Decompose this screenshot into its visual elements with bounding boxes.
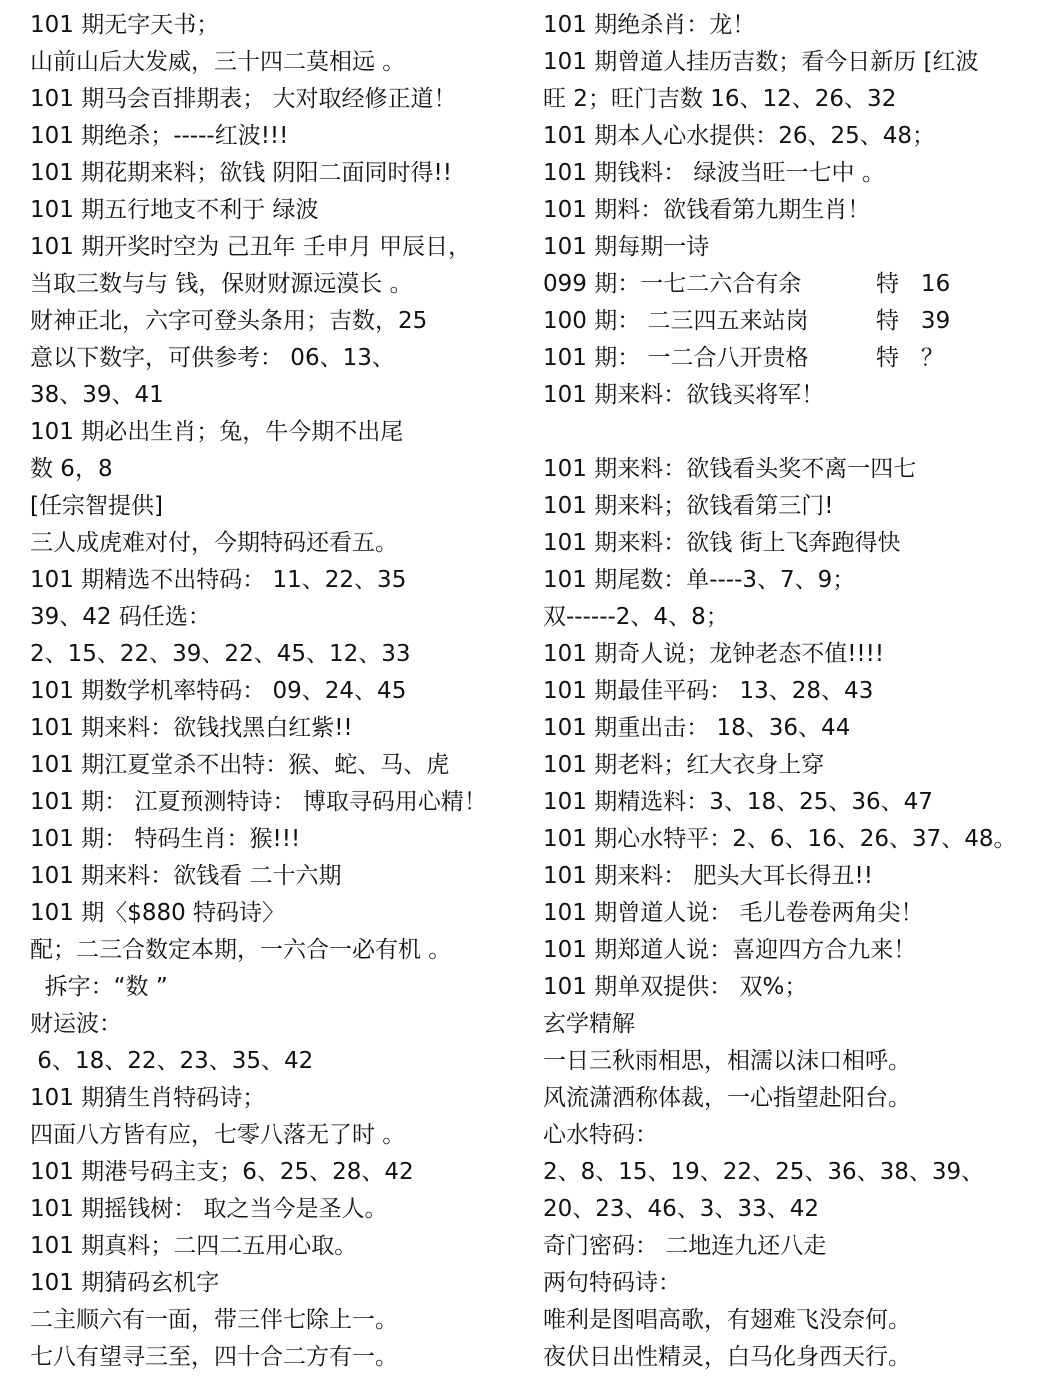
text-line: 财神正北，六字可登头条用；吉数，25 (30, 308, 428, 334)
text-line: 101 期本人心水提供：26、25、48； (543, 123, 936, 149)
text-line: 意以下数字，可供参考： 06、13、 (30, 345, 395, 371)
text-line: 101 期马会百排期表； 大对取经修正道！ (30, 86, 457, 112)
text-line: 二主顺六有一面，带三伴七除上一。 (30, 1307, 398, 1333)
text-line: 101 期郑道人说：喜迎四方合九来！ (543, 937, 917, 963)
text-line: 39、42 码任选： (30, 604, 211, 630)
text-line: 101 期猜码玄机字 (30, 1270, 220, 1296)
text-line: 玄学精解 (543, 1011, 635, 1037)
text-line: 101 期来料：欲钱看 二十六期 (30, 863, 342, 889)
text-line: 101 期尾数：单----3、7、9； (543, 567, 856, 593)
poem-row (543, 340, 1038, 377)
text-line: 2、8、15、19、22、25、36、38、39、 (543, 1159, 985, 1185)
text-line: 101 期奇人说；龙钟老态不值!!!! (543, 641, 885, 667)
text-line: 38、39、41 (30, 382, 164, 408)
right-column (543, 7, 1038, 1376)
poem-special-number: 特 ？ (876, 345, 944, 371)
text-line: 一日三秋雨相思，相濡以沫口相呼。 (543, 1048, 911, 1074)
text-line: 101 期绝杀肖：龙！ (543, 12, 756, 38)
poem-special-number: 特 16 (876, 271, 951, 297)
text-line: 101 期江夏堂杀不出特：猴、蛇、马、虎 (30, 752, 450, 778)
text-line: 奇门密码： 二地连九还八走 (543, 1233, 827, 1259)
text-line: 20、23、46、3、33、42 (543, 1196, 819, 1222)
text-line: 101 期〈$880 特码诗〉 (30, 900, 286, 926)
text-line: 101 期钱料： 绿波当旺一七中 。 (543, 160, 885, 186)
text-line: 双------2、4、8； (543, 604, 729, 630)
text-line: 101 期精选不出特码： 11、22、35 (30, 567, 407, 593)
text-line: 夜伏日出性精灵，白马化身西天行。 (543, 1344, 911, 1370)
text-line: 101 期摇钱树： 取之当今是圣人。 (30, 1196, 388, 1222)
text-line: 101 期来料： 肥头大耳长得丑!! (543, 863, 873, 889)
poem-text: 099 期：一七二六合有余 (543, 271, 802, 297)
text-line: 101 期五行地支不利于 绿波 (30, 197, 319, 223)
poem-text: 100 期： 二三四五来站岗 (543, 308, 809, 334)
poem-special-number: 特 39 (876, 308, 951, 334)
text-line: 两句特码诗： (543, 1270, 681, 1296)
text-line: 当取三数与与 钱，保财财源远漠长 。 (30, 271, 413, 297)
text-line: 101 期最佳平码： 13、28、43 (543, 678, 874, 704)
text-line: 四面八方皆有应，七零八落无了时 。 (30, 1122, 406, 1148)
text-line: 101 期开奖时空为 己丑年 壬申月 甲辰日， (30, 234, 472, 260)
text-line: 101 期港号码主支；6、25、28、42 (30, 1159, 414, 1185)
text-line: 三人成虎难对付，今期特码还看五。 (30, 530, 398, 556)
text-line: 数 6，8 (30, 456, 113, 482)
text-line: 101 期料：欲钱看第九期生肖！ (543, 197, 871, 223)
text-line: 101 期猜生肖特码诗； (30, 1085, 266, 1111)
poem-row (543, 303, 1038, 340)
blank-line (543, 414, 1038, 451)
text-line: 101 期老料；红大衣身上穿 (543, 752, 825, 778)
text-line: 风流潇洒称体裁，一心指望赴阳台。 (543, 1085, 911, 1111)
text-line: 拆字：“数 ” (30, 974, 168, 1000)
text-line: 101 期： 特码生肖：猴!!! (30, 826, 301, 852)
left-column (30, 7, 520, 1376)
poem-text: 101 期： 一二合八开贵格 (543, 345, 809, 371)
text-line: 2、15、22、39、22、45、12、33 (30, 641, 411, 667)
text-line: 七八有望寻三至，四十合二方有一。 (30, 1344, 398, 1370)
text-line: 配；二三合数定本期，一六合一必有机 。 (30, 937, 452, 963)
text-line: 101 期数学机率特码： 09、24、45 (30, 678, 407, 704)
text-line: 101 期花期来料；欲钱 阴阳二面同时得!! (30, 160, 452, 186)
text-line: 旺 2；旺门吉数 16、12、26、32 (543, 86, 897, 112)
text-line: 101 期曾道人说： 毛儿卷卷两角尖！ (543, 900, 924, 926)
text-line: [任宗智提供] (30, 493, 163, 519)
text-line: 101 期单双提供： 双%； (543, 974, 808, 1000)
text-line: 唯利是图唱高歌，有翅难飞没奈何。 (543, 1307, 911, 1333)
text-line: 101 期来料：欲钱 街上飞奔跑得快 (543, 530, 901, 556)
text-line: 101 期来料；欲钱看第三门! (543, 493, 834, 519)
text-line: 101 期每期一诗 (543, 234, 710, 260)
text-line: 山前山后大发威，三十四二莫相远 。 (30, 49, 406, 75)
text-line: 101 期无字天书； (30, 12, 220, 38)
text-line: 101 期曾道人挂历吉数；看今日新历 [红波 (543, 49, 979, 75)
text-line: 101 期来料：欲钱看头奖不离一四七 (543, 456, 917, 482)
text-line: 101 期： 江夏预测特诗： 博取寻码用心精！ (30, 789, 487, 815)
text-line: 101 期真料；二四二五用心取。 (30, 1233, 358, 1259)
poem-row (543, 266, 1038, 303)
text-line: 101 期来料：欲钱找黑白红紫!! (30, 715, 353, 741)
text-line: 心水特码： (543, 1122, 658, 1148)
text-line: 101 期重出击： 18、36、44 (543, 715, 851, 741)
text-line: 101 期心水特平：2、6、16、26、37、48。 (543, 826, 1017, 852)
text-line: 财运波： (30, 1011, 122, 1037)
text-line: 101 期精选料：3、18、25、36、47 (543, 789, 933, 815)
text-line: 6、18、22、23、35、42 (30, 1048, 314, 1074)
text-line: 101 期必出生肖；兔，牛今期不出尾 (30, 419, 404, 445)
text-line: 101 期绝杀；-----红波!!! (30, 123, 289, 149)
text-line: 101 期来料：欲钱买将军！ (543, 382, 825, 408)
